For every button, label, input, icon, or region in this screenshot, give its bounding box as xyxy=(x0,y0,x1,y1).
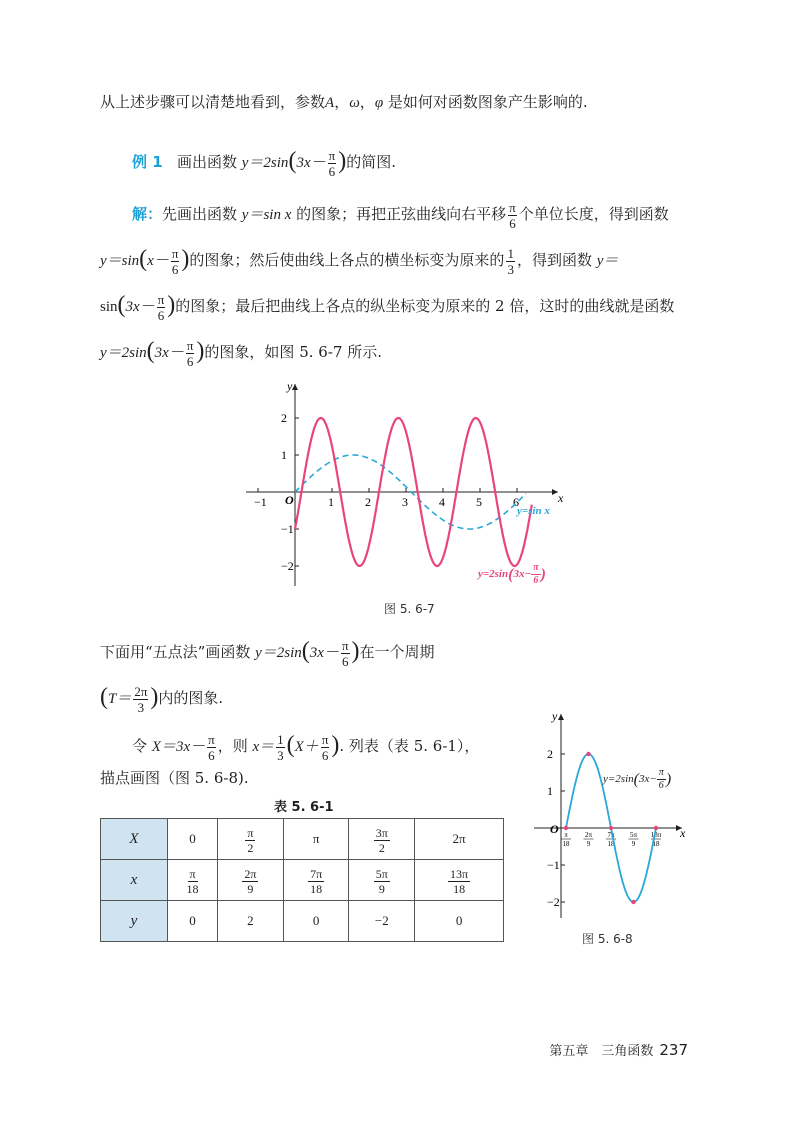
plotted-point xyxy=(564,826,568,830)
origin-label: O xyxy=(285,493,294,507)
x-tick-numerator: 2π xyxy=(584,831,593,839)
legend-main-label: y=2sin(3x− $\frac{\pi}{6}$ ) xyxy=(478,562,546,586)
plotted-point xyxy=(609,826,613,830)
x-tick-label: 2 xyxy=(365,495,371,509)
figure2-legend: y=2sin(3x− $\frac{\pi}{6}$ ) xyxy=(603,767,672,791)
x-tick-label: 6 xyxy=(513,495,519,509)
x-tick-label: 1 xyxy=(328,495,334,509)
x-tick-numerator: π xyxy=(564,831,568,839)
table-cell: $\frac{\pi}{18}$ xyxy=(168,860,218,901)
table-row xyxy=(101,860,504,901)
solution-line-1: 解：先画出函数 y＝sin x 的图象；再把正弦曲线向右平移 $\frac{\pi}{6}$ 个单位长度，得到函数 xyxy=(132,199,669,231)
table-cell: 2π xyxy=(415,819,504,860)
x-tick-label: −1 xyxy=(254,495,267,509)
five-point-line-4: 描点画图（图 5. 6-8). xyxy=(100,769,249,787)
y-tick-label: −1 xyxy=(281,522,294,536)
y-tick-label: −2 xyxy=(547,895,560,909)
example-label: 例 1 xyxy=(132,153,163,171)
x-tick-numerator: 5π xyxy=(629,831,638,839)
y-axis-label: y xyxy=(287,379,293,393)
plotted-point xyxy=(586,752,590,756)
fraction: $\frac{\pi}{6}$ xyxy=(341,637,349,669)
page-footer xyxy=(549,1040,688,1059)
row-header: x xyxy=(101,860,168,901)
solution-line-4: y＝2sin(3x－ $\frac{\pi}{6}$ )的图象，如图 5. 6-7 所示. xyxy=(100,337,382,369)
y-tick-label: −2 xyxy=(281,559,294,573)
fraction: $\frac{\pi}{6}$ xyxy=(321,731,329,763)
x-tick-denominator: 18 xyxy=(607,840,615,848)
fraction: $\frac{\pi}{6}$ xyxy=(208,731,215,763)
table-row xyxy=(101,901,504,942)
fraction: $\frac{\pi}{6}$ xyxy=(157,291,165,323)
y-tick-label: −1 xyxy=(547,858,560,872)
table-cell: $\frac{13\pi}{18}$ xyxy=(415,860,504,901)
x-tick-denominator: 9 xyxy=(586,840,591,848)
table-cell: 0 xyxy=(415,901,504,942)
table-cell: 2 xyxy=(218,901,284,942)
y-tick-label: 1 xyxy=(281,448,287,462)
row-header: X xyxy=(101,819,168,860)
x-tick-marks xyxy=(254,488,519,509)
example-1: 例 1 画出函数 y＝2sin(3x－ $\frac{\pi}{6}$ )的简图. xyxy=(132,147,396,179)
table-cell: $\frac{7\pi}{18}$ xyxy=(283,860,349,901)
x-tick-denominator: 18 xyxy=(652,840,660,848)
table-cell: 0 xyxy=(168,901,218,942)
legend-sin-label: y=sin x xyxy=(517,505,550,517)
x-axis-label: x xyxy=(558,491,564,505)
intro-sentence: 从上述步骤可以清楚地看到，参数A，ω，φ 是如何对函数图象产生影响的. xyxy=(100,93,588,111)
figure-caption: 图 5. 6-8 xyxy=(582,932,633,946)
fraction: $\frac{\pi}{6}$ xyxy=(186,337,194,369)
fraction: $\frac{\pi}{6}$ xyxy=(328,147,336,179)
figure-5-6-8 xyxy=(530,708,700,923)
table-cell: π xyxy=(283,819,349,860)
solution-line-3: sin(3x－ $\frac{\pi}{6}$ )的图象；最后把曲线上各点的纵坐标变为原来的 2 倍，这时的曲线就是函数 xyxy=(100,291,675,323)
y-tick-label: 2 xyxy=(547,747,553,761)
table-cell: $\frac{5\pi}{9}$ xyxy=(349,860,415,901)
plotted-point xyxy=(631,900,635,904)
y-tick-label: 2 xyxy=(281,411,287,425)
x-tick-label: 4 xyxy=(439,495,445,509)
figure-caption: 图 5. 6-7 xyxy=(384,602,435,616)
table-cell: −2 xyxy=(349,901,415,942)
fraction: $\frac{\pi}{6}$ xyxy=(171,245,179,277)
table-cell: 0 xyxy=(283,901,349,942)
fraction: $\frac{1}{3}$ xyxy=(507,245,514,277)
chapter-label: 第五章 三角函数 xyxy=(549,1044,654,1059)
figure-5-6-7 xyxy=(240,378,570,590)
table-cell: 0 xyxy=(168,819,218,860)
table-cell: $\frac{\pi}{2}$ xyxy=(218,819,284,860)
fraction: $\frac{\pi}{6}$ xyxy=(509,199,516,231)
table-5-6-1 xyxy=(100,818,504,942)
origin-label: O xyxy=(550,822,559,836)
x-tick-numerator: 13π xyxy=(650,831,662,839)
five-point-line-3: 令 X＝3x－ $\frac{\pi}{6}$ ，则 x＝ $\frac{1}{3}$ (X＋ $\frac{\pi}{6}$ ). 列表（表 5. 6-1）， xyxy=(132,731,480,763)
x-axis-label: x xyxy=(680,826,686,840)
solution-line-2: y＝sin(x－ $\frac{\pi}{6}$ )的图象；然后使曲线上各点的横坐标变为原来的 $\frac{1}{3}$ ，得到函数 y＝ xyxy=(100,245,619,277)
y-tick-label: 1 xyxy=(547,784,553,798)
plotted-point xyxy=(654,826,658,830)
fraction: $\frac{2\pi}{3}$ xyxy=(134,683,148,715)
table-row xyxy=(101,819,504,860)
y-axis-label: y xyxy=(552,709,558,723)
x-tick-denominator: 9 xyxy=(631,840,636,848)
table-title: 表 5. 6-1 xyxy=(274,800,334,815)
row-header: y xyxy=(101,901,168,942)
page-number: 237 xyxy=(659,1041,688,1059)
fraction: $\frac{1}{3}$ xyxy=(277,731,284,763)
table-cell: $\frac{2\pi}{9}$ xyxy=(218,860,284,901)
x-tick-denominator: 18 xyxy=(562,840,570,848)
five-point-line-1: 下面用“五点法”画函数 y＝2sin(3x－ $\frac{\pi}{6}$ )在一个周期 xyxy=(100,637,435,669)
x-tick-label: 3 xyxy=(402,495,408,509)
table-cell: $\frac{3\pi}{2}$ xyxy=(349,819,415,860)
five-point-line-2: (T＝ $\frac{2\pi}{3}$ )内的图象. xyxy=(100,683,224,715)
solution-label: 解： xyxy=(132,205,163,223)
x-tick-numerator: 7π xyxy=(607,831,615,839)
x-tick-label: 5 xyxy=(476,495,482,509)
